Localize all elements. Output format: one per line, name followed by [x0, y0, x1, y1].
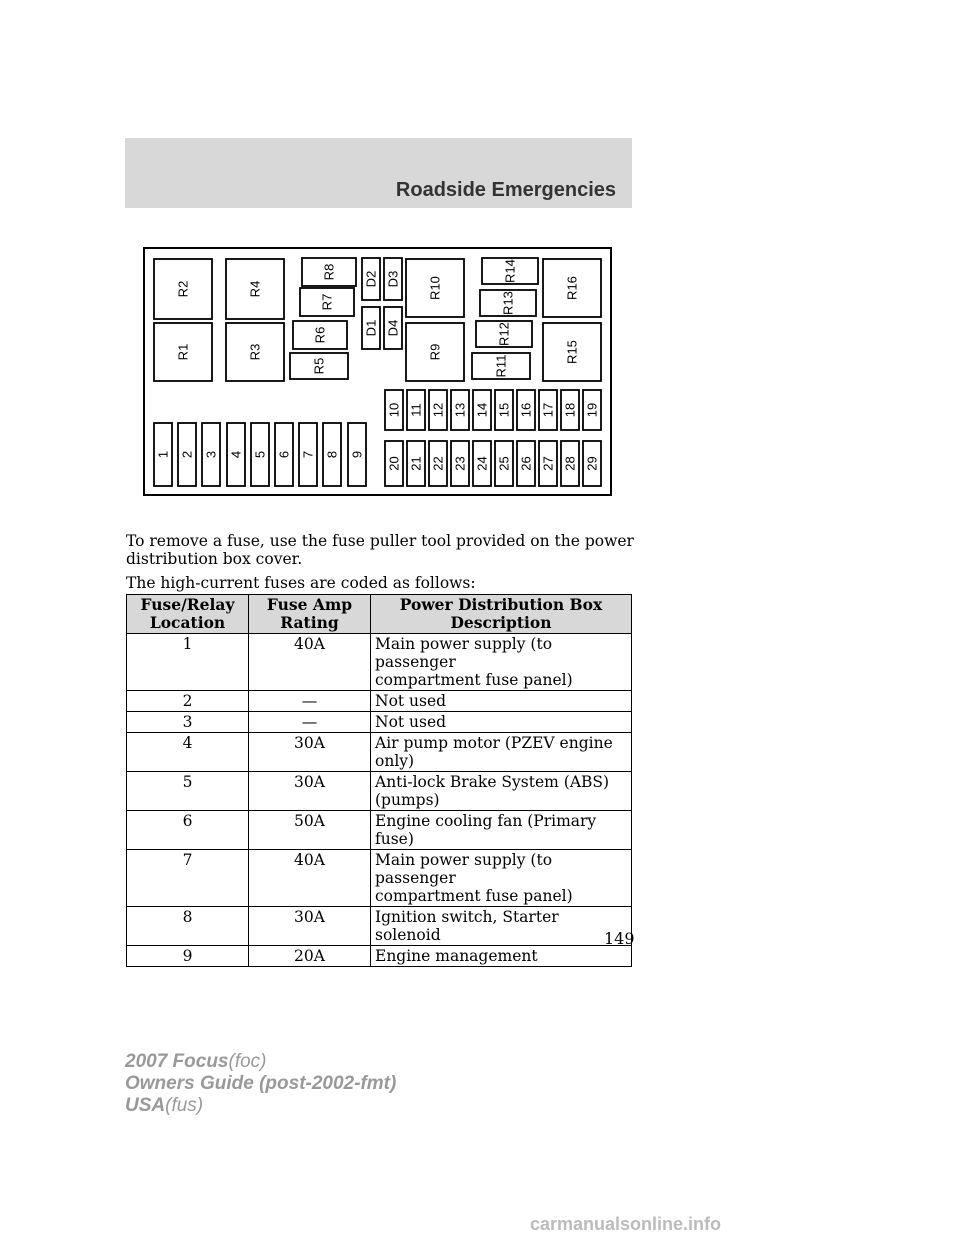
mini-fuse-25-label: 25	[496, 456, 512, 471]
mini-fuse-17	[539, 390, 557, 430]
mini-fuse-23	[451, 441, 469, 486]
relay-R7	[300, 288, 354, 316]
relay-R14-label: R14	[502, 259, 518, 283]
high-current-fuse-7-label: 7	[300, 450, 316, 459]
mini-fuse-23-label: 23	[452, 456, 468, 471]
relay-R14	[482, 258, 538, 284]
description-line: compartment fuse panel)	[375, 671, 573, 689]
cell-description	[371, 733, 632, 772]
description-line: Main power supply (to passenger	[375, 635, 553, 671]
header-amp-line-1: Fuse Amp	[266, 595, 353, 614]
header-amp	[249, 595, 371, 634]
header-description-line-1: Power Distribution Box	[399, 595, 603, 614]
mini-fuse-20-label: 20	[386, 456, 402, 471]
cell-location: 9	[127, 946, 249, 967]
cell-amp: 40A	[249, 850, 371, 907]
description-line: only)	[375, 752, 415, 770]
relay-R5-label: R5	[311, 357, 327, 375]
diode-D4-label: D4	[385, 319, 401, 337]
section-header-band	[125, 138, 632, 208]
footer-model-code: (foc)	[228, 1051, 267, 1072]
cell-location: 4	[127, 733, 249, 772]
mini-fuse-18	[561, 390, 579, 430]
high-current-fuse-8-label: 8	[324, 450, 340, 459]
mini-fuse-13-label: 13	[452, 402, 468, 418]
mini-fuse-15	[495, 390, 513, 430]
relay-R3-label: R3	[247, 343, 263, 361]
watermark: carmanualsonline.info	[530, 1214, 722, 1234]
table-row	[127, 946, 632, 967]
cell-location: 8	[127, 907, 249, 946]
description-line: (pumps)	[375, 791, 440, 809]
mini-fuse-19	[583, 390, 601, 430]
header-location-line-1: Fuse/Relay	[140, 595, 235, 614]
table-row	[127, 691, 632, 712]
cell-location: 2	[127, 691, 249, 712]
high-current-fuse-6	[275, 423, 293, 486]
mini-fuse-11	[407, 390, 425, 430]
relay-R6	[293, 321, 347, 349]
mini-fuse-29	[583, 441, 601, 486]
diode-D3-label: D3	[385, 270, 401, 288]
fuse-box-diagram	[143, 247, 612, 496]
relay-R13-label: R13	[500, 291, 516, 315]
cell-location: 1	[127, 634, 249, 691]
mini-fuse-21-label: 21	[408, 456, 424, 471]
table-row	[127, 634, 632, 691]
description-line: Ignition switch, Starter solenoid	[375, 908, 559, 944]
cell-amp: 30A	[249, 907, 371, 946]
high-current-fuse-1-label: 1	[155, 450, 171, 459]
mini-fuse-24-label: 24	[474, 456, 490, 471]
cell-location: 5	[127, 772, 249, 811]
high-current-fuse-2	[178, 423, 196, 486]
cell-description	[371, 850, 632, 907]
high-current-fuse-6-label: 6	[276, 450, 292, 459]
relay-R12-label: R12	[496, 322, 512, 346]
mini-fuse-21	[407, 441, 425, 486]
relay-R8	[302, 258, 356, 286]
mini-fuse-19-label: 19	[584, 402, 600, 418]
mini-fuse-27	[539, 441, 557, 486]
mini-fuse-16-label: 16	[518, 402, 534, 418]
cell-amp: 30A	[249, 772, 371, 811]
relay-R2-label: R2	[175, 280, 191, 298]
cell-description	[371, 811, 632, 850]
mini-fuse-29-label: 29	[584, 456, 600, 471]
mini-fuse-28-label: 28	[562, 456, 578, 471]
high-current-fuse-4-label: 4	[228, 450, 244, 459]
relay-R5	[290, 353, 348, 379]
mini-fuse-22-label: 22	[430, 456, 446, 471]
intro-note: The high-current fuses are coded as follows:	[126, 574, 476, 592]
fuse-box-svg	[143, 247, 612, 496]
relay-R1	[154, 323, 212, 381]
header-amp-line-2: Rating	[280, 613, 339, 632]
mini-fuse-25	[495, 441, 513, 486]
table-row	[127, 907, 632, 946]
mini-fuse-26	[517, 441, 535, 486]
relay-R6-label: R6	[312, 326, 328, 344]
diode-D3	[384, 258, 402, 300]
mini-fuse-15-label: 15	[496, 402, 512, 418]
diode-D2-label: D2	[363, 270, 379, 288]
relay-R1-label: R1	[175, 343, 191, 361]
high-current-fuse-5-label: 5	[252, 450, 268, 459]
description-line: compartment fuse panel)	[375, 887, 573, 905]
cell-amp: 40A	[249, 634, 371, 691]
relay-R2	[154, 259, 212, 319]
mini-fuse-10	[385, 390, 403, 430]
relay-R8-label: R8	[321, 263, 337, 281]
high-current-fuse-2-label: 2	[179, 450, 195, 459]
footer-model: 2007 Focus	[125, 1051, 229, 1072]
relay-R12	[476, 321, 532, 347]
mini-fuse-14-label: 14	[474, 402, 490, 418]
high-current-fuse-9-label: 9	[349, 450, 365, 459]
table-row	[127, 850, 632, 907]
diode-D1	[362, 307, 380, 349]
table-row	[127, 733, 632, 772]
table-row	[127, 772, 632, 811]
diode-D4	[384, 307, 402, 349]
high-current-fuse-4	[227, 423, 245, 486]
relay-R10-label: R10	[427, 276, 443, 300]
mini-fuse-14	[473, 390, 491, 430]
diode-D1-label: D1	[363, 319, 379, 337]
cell-amp: 30A	[249, 733, 371, 772]
cell-description	[371, 712, 632, 733]
header-location	[127, 595, 249, 634]
diode-D2	[362, 258, 380, 300]
mini-fuse-22	[429, 441, 447, 486]
description-line: Not used	[375, 713, 447, 731]
table-body	[127, 634, 632, 967]
footer-guide: Owners Guide (post-2002-fmt)	[125, 1073, 397, 1094]
relay-R4	[226, 259, 284, 319]
relay-R4-label: R4	[247, 280, 263, 298]
high-current-fuse-5	[251, 423, 269, 486]
relay-R15	[543, 323, 601, 381]
description-line: Air pump motor (PZEV engine	[375, 734, 613, 752]
description-line: Anti-lock Brake System (ABS)	[375, 773, 610, 791]
footer-market: USA	[125, 1095, 166, 1116]
table-header-row	[127, 595, 632, 634]
high-current-fuse-1	[154, 423, 172, 486]
relay-R3	[226, 323, 284, 381]
description-line: Main power supply (to passenger	[375, 851, 553, 887]
footer	[125, 1051, 396, 1117]
cell-description	[371, 634, 632, 691]
description-line: Engine cooling fan (Primary fuse)	[375, 812, 597, 848]
relay-R15-label: R15	[564, 340, 580, 364]
table-row	[127, 811, 632, 850]
high-current-fuse-8	[323, 423, 341, 486]
relay-R16	[543, 259, 601, 317]
mini-fuse-17-label: 17	[540, 402, 556, 418]
high-current-fuse-9	[348, 423, 366, 486]
cell-amp: 20A	[249, 946, 371, 967]
high-current-fuse-3-label: 3	[203, 450, 219, 459]
mini-fuse-27-label: 27	[540, 456, 556, 471]
mini-fuse-28	[561, 441, 579, 486]
mini-fuse-24	[473, 441, 491, 486]
cell-location: 6	[127, 811, 249, 850]
section-title: Roadside Emergencies	[395, 179, 616, 201]
cell-description	[371, 772, 632, 811]
table-row	[127, 712, 632, 733]
relay-R10	[406, 259, 464, 317]
high-current-fuse-3	[202, 423, 220, 486]
description-line: Engine management	[375, 947, 538, 965]
cell-description	[371, 907, 632, 946]
mini-fuse-26-label: 26	[518, 456, 534, 471]
header-description-line-2: Description	[450, 613, 552, 632]
cell-description	[371, 691, 632, 712]
header-description	[371, 595, 632, 634]
mini-fuse-12-label: 12	[430, 402, 446, 418]
mini-fuse-12	[429, 390, 447, 430]
relay-R16-label: R16	[564, 276, 580, 300]
cell-amp: —	[249, 712, 371, 733]
relay-R11	[472, 353, 530, 379]
relay-R9	[406, 323, 464, 381]
mini-fuse-11-label: 11	[408, 403, 424, 417]
footer-market-code: (fus)	[165, 1095, 204, 1116]
mini-fuse-16	[517, 390, 535, 430]
mini-fuse-20	[385, 441, 403, 486]
mini-fuse-13	[451, 390, 469, 430]
high-current-fuse-7	[299, 423, 317, 486]
header-location-line-2: Location	[149, 613, 226, 632]
page-number: 149	[604, 929, 635, 948]
relay-R7-label: R7	[319, 293, 335, 311]
cell-location: 3	[127, 712, 249, 733]
relay-R11-label: R11	[493, 354, 509, 378]
cell-description	[371, 946, 632, 967]
description-line: Not used	[375, 692, 447, 710]
cell-amp: —	[249, 691, 371, 712]
relay-R9-label: R9	[427, 343, 443, 361]
intro-line-2: distribution box cover.	[126, 550, 303, 568]
mini-fuse-18-label: 18	[562, 402, 578, 418]
fuse-table	[126, 594, 632, 967]
cell-amp: 50A	[249, 811, 371, 850]
intro-paragraph	[126, 532, 646, 568]
cell-location: 7	[127, 850, 249, 907]
relay-R13	[480, 290, 536, 316]
mini-fuse-10-label: 10	[386, 402, 402, 418]
intro-line-1: To remove a fuse, use the fuse puller tool provided on the power	[126, 532, 634, 550]
